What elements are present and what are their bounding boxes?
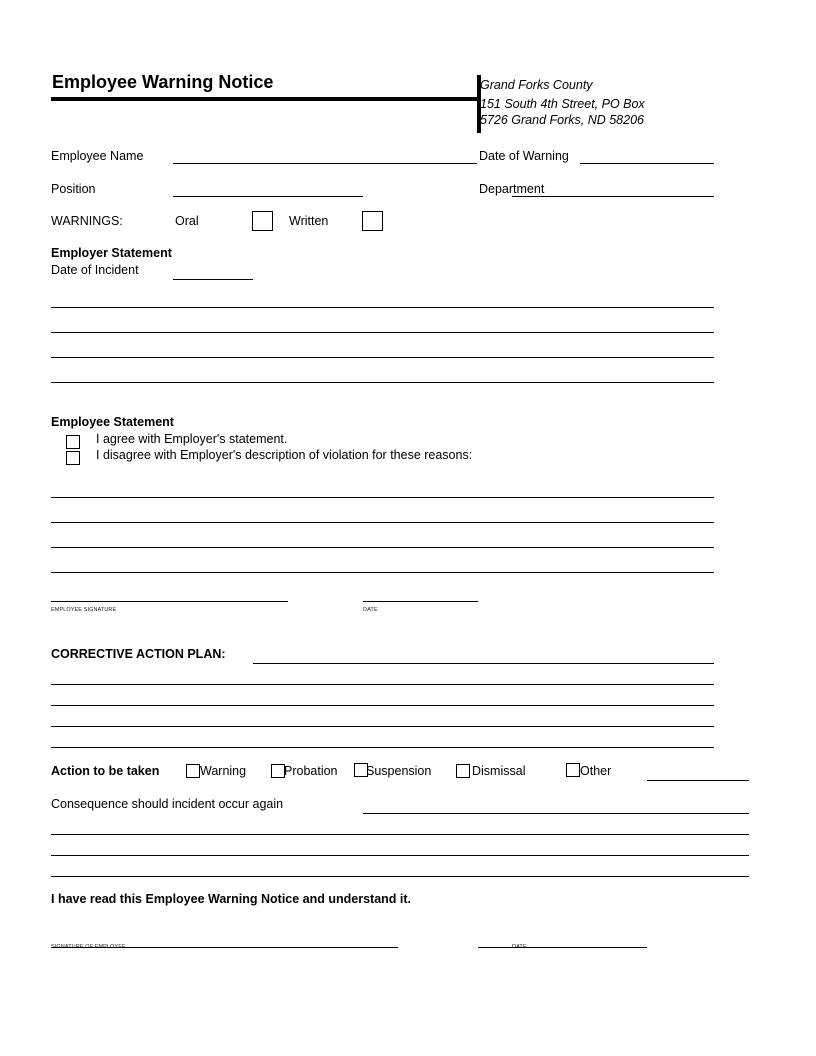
other-option-field[interactable] — [647, 780, 749, 781]
employee-signature-field[interactable] — [51, 601, 288, 602]
corrective-action-heading: CORRECTIVE ACTION PLAN: — [51, 647, 226, 661]
employee-name-label: Employee Name — [51, 149, 144, 163]
employee-statement-line[interactable] — [51, 497, 714, 498]
employee-statement-line[interactable] — [51, 547, 714, 548]
suspension-option-label: Suspension — [366, 764, 432, 778]
consequence-line[interactable] — [51, 876, 749, 877]
oral-checkbox[interactable] — [252, 211, 273, 231]
corrective-action-line[interactable] — [253, 663, 714, 664]
corrective-action-line[interactable] — [51, 705, 714, 706]
oral-label: Oral — [175, 214, 199, 228]
employee-signature-date-caption: DATE — [363, 607, 378, 613]
employee-statement-line[interactable] — [51, 572, 714, 573]
action-label: Action to be taken — [51, 764, 160, 778]
title-rule — [51, 97, 480, 101]
acknowledgement-date-caption: DATE — [512, 944, 527, 950]
acknowledgement-statement: I have read this Employee Warning Notice and understand it. — [51, 892, 412, 906]
consequence-line[interactable] — [363, 813, 749, 814]
employer-statement-line[interactable] — [51, 307, 714, 308]
agree-checkbox[interactable] — [66, 435, 80, 449]
employer-statement-heading: Employer Statement — [51, 246, 172, 260]
other-option-checkbox[interactable] — [566, 763, 580, 777]
address-line-2: 151 South 4th Street, PO Box — [480, 97, 645, 111]
date-of-incident-field[interactable] — [173, 279, 253, 280]
employee-statement-line[interactable] — [51, 522, 714, 523]
employee-statement-heading: Employee Statement — [51, 415, 174, 429]
position-field[interactable] — [173, 196, 363, 197]
acknowledgement-date-field[interactable] — [478, 947, 647, 948]
employer-statement-line[interactable] — [51, 332, 714, 333]
date-of-incident-label: Date of Incident — [51, 263, 139, 277]
employer-statement-line[interactable] — [51, 382, 714, 383]
disagree-checkbox[interactable] — [66, 451, 80, 465]
corrective-action-line[interactable] — [51, 747, 714, 748]
dismissal-option-label: Dismissal — [472, 764, 526, 778]
probation-option-checkbox[interactable] — [271, 764, 285, 778]
warning-option-checkbox[interactable] — [186, 764, 200, 778]
disagree-label: I disagree with Employer's description of violation for these reasons: — [96, 448, 473, 462]
consequence-label: Consequence should incident occur again — [51, 797, 284, 811]
page-title: Employee Warning Notice — [52, 72, 274, 92]
signature-of-employee-caption: SIGNATURE OF EMPLOYEE — [51, 944, 126, 950]
written-label: Written — [289, 214, 329, 228]
employee-signature-date-field[interactable] — [363, 601, 478, 602]
signature-of-employee-field[interactable] — [51, 947, 398, 948]
department-field[interactable] — [512, 196, 714, 197]
dismissal-option-checkbox[interactable] — [456, 764, 470, 778]
department-label: Department — [479, 182, 545, 196]
written-checkbox[interactable] — [362, 211, 383, 231]
date-of-warning-label: Date of Warning — [479, 149, 569, 163]
probation-option-label: Probation — [284, 764, 338, 778]
address-line-1: Grand Forks County — [480, 78, 593, 92]
warning-option-label: Warning — [200, 764, 247, 778]
employee-name-field[interactable] — [173, 163, 477, 164]
address-line-3: 5726 Grand Forks, ND 58206 — [480, 113, 644, 127]
corrective-action-line[interactable] — [51, 726, 714, 727]
date-of-warning-field[interactable] — [580, 163, 714, 164]
employee-signature-caption: EMPLOYEE SIGNATURE — [51, 607, 117, 613]
consequence-line[interactable] — [51, 855, 749, 856]
other-option-label: Other — [580, 764, 612, 778]
corrective-action-line[interactable] — [51, 684, 714, 685]
employer-statement-line[interactable] — [51, 357, 714, 358]
consequence-line[interactable] — [51, 834, 749, 835]
position-label: Position — [51, 182, 96, 196]
agree-label: I agree with Employer's statement. — [96, 432, 288, 446]
warnings-label: WARNINGS: — [51, 214, 123, 228]
